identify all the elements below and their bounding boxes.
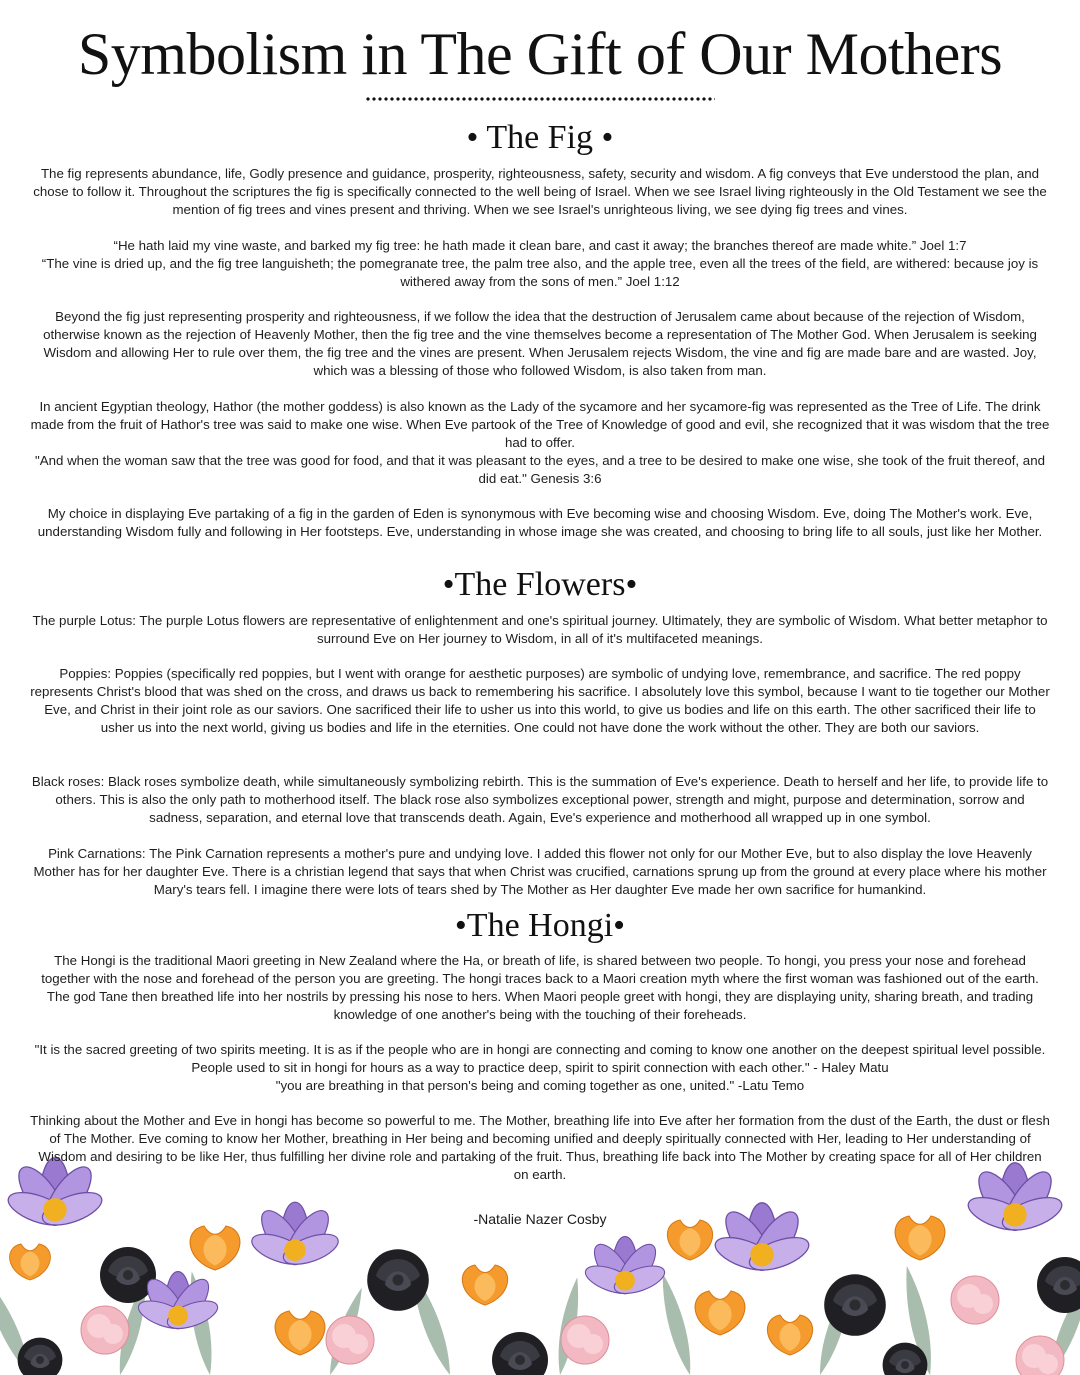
- fig-scripture-quotes: “He hath laid my vine waste, and barked my fig tree: he hath made it clean bare, and cast it away; the branches thereof are made white.” Joel 1:7 “The vine is dried up, and the fig tree languisheth; the pomegranate tree, the palm tree also, and the apple tree, even all the trees of the field, are withered: because joy is withered away from the sons of men.” Joel 1:12: [41, 238, 1039, 289]
- author-signature: -Natalie Nazer Cosby: [473, 1211, 607, 1227]
- heading-the-fig: • The Fig •: [466, 119, 614, 156]
- heading-the-flowers: •The Flowers•: [442, 566, 638, 603]
- dotted-divider: [365, 96, 715, 102]
- page-title: Symbolism in The Gift of Our Mothers: [77, 21, 1003, 87]
- heading-the-hongi: •The Hongi•: [454, 907, 626, 944]
- hongi-paragraph-3: Thinking about the Mother and Eve in hongi has become so powerful to me. The Mother, breathing life into Eve after her formation from the dust of the Earth, the dust or flesh of The Mother. Eve coming to know her Mother, breathing in Her being and becoming unified and deeply spiritually connected with Her, leading to Her understanding of Wisdom and desiring to be like Her, thus fulfilling her divine role and partaking of the fruit. Thus, breathing life back into The Mother by creating space for all of Her children on earth.: [30, 1113, 1050, 1182]
- fig-paragraph-1: The fig represents abundance, life, Godly presence and guidance, prosperity, righteousness, safety, security and wisdom. A fig conveys that Eve understood the plan, and chose to follow it. Throughout the scriptures the fig is specifically connected to the well being of Israel. When we see Israel living righteously in the Old Testament we see the mention of fig trees and vines present and thriving. When we see Israel's unrighteous living, we see dying fig trees and vines.: [33, 166, 1047, 217]
- fig-paragraph-4: In ancient Egyptian theology, Hathor (the mother goddess) is also known as the Lady of the sycamore and her sycamore-fig was represented as the Tree of Life. The drink made from the fruit of Hathor's tree was said to make one wise. When Eve partook of the Tree of Knowledge of good and evil, she recognized that it was wisdom that the tree had to offer. "And when the woman saw that the tree was good for food, and that it was pleasant to the eyes, and a tree to be desired to make one wise, she took of the fruit thereof, and did eat." Genesis 3:6: [30, 399, 1050, 486]
- flowers-poppies-paragraph: Poppies: Poppies (specifically red poppies, but I went with orange for aesthetic purposes) are symbolic of undying love, remembrance, and sacrifice. The red poppy represents Christ's blood that was shed on the cross, and draws us back to remembering his sacrifice. I absolutely love this symbol, because I want to tie together our Mother Eve, and Christ in their joint role as our saviors. One sacrificed their life to usher us into this world, to give us bodies and life on this earth. The other sacrificed their life to usher us into the next world, giving us bodies and life in the eternities. One could not have done the work without the other. They are both our saviors.: [30, 666, 1050, 735]
- flowers-lotus-paragraph: The purple Lotus: The purple Lotus flowers are representative of enlightenment and one's spiritual journey. Ultimately, they are symbolic of Wisdom. What better metaphor to surround Eve on Her journey to Wisdom, in all of it's multifaceted meanings.: [32, 613, 1048, 646]
- flowers-black-roses-paragraph: Black roses: Black roses symbolize death, while simultaneously symbolizing rebirth. This is the summation of Eve's experience. Death to herself and her life, to provide life to others. This is also the only path to motherhood itself. The black rose also symbolizes exceptional power, strength and might, purpose and determination, sorrow and sadness, separation, and eternal love that transcends death. Again, Eve's experience and motherhood all wrapped up in one symbol.: [31, 774, 1049, 825]
- fig-paragraph-3: Beyond the fig just representing prosperity and righteousness, if we follow the idea that the destruction of Jerusalem came about because of the rejection of Wisdom, otherwise known as the rejection of Heavenly Mother, then the fig tree and the vine themselves become a representation of The Mother God. When Jerusalem is seeking Wisdom and allowing Her to rule over them, the fig tree and the vines are present. When Jerusalem rejects Wisdom, the vine and fig are made bare and are wasted. Joy, which was a blessing of those who followed Wisdom, is also taken from man.: [43, 309, 1037, 378]
- hongi-paragraph-1: The Hongi is the traditional Maori greeting in New Zealand where the Ha, or breath of life, is shared between two people. To hongi, you press your nose and forehead together with the nose and forehead of the person you are greeting. The hongi traces back to a Maori creation myth where the first woman was fashioned out of the earth. The god Tane then breathed life into her nostrils by pressing his nose to hers. When Maori people greet with hongi, they are displaying unity, sharing breath, and trading knowledge of one another's being with the touching of their foreheads.: [41, 953, 1039, 1022]
- flowers-carnations-paragraph: Pink Carnations: The Pink Carnation represents a mother's pure and undying love. I added this flower not only for our Mother Eve, but to also display the love Heavenly Mother has for her daughter Eve. There is a christian legend that says that when Christ was crucified, carnations sprung up from the ground at every place where his mother Mary's tears fell. I imagine there were lots of tears shed by The Mother as Her daughter Eve made her own sacrifice for humankind.: [33, 846, 1047, 897]
- hongi-quotes: "It is the sacred greeting of two spirits meeting. It is as if the people who are in hongi are connecting and coming to know one another on the deepest spiritual level possible. People used to sit in hongi for hours as a way to practice deep, spirit to spirit connection with each other." - Haley Matu "you are breathing in that person's being and coming together as one, united." -Latu Temo: [34, 1042, 1046, 1093]
- fig-paragraph-5: My choice in displaying Eve partaking of a fig in the garden of Eden is synonymous with Eve becoming wise and choosing Wisdom. Eve, doing The Mother's work. Eve, understanding Wisdom fully and following in Her footsteps. Eve, understanding in whose image she was created, and choosing to bring life to all souls, just like her Mother.: [37, 506, 1043, 539]
